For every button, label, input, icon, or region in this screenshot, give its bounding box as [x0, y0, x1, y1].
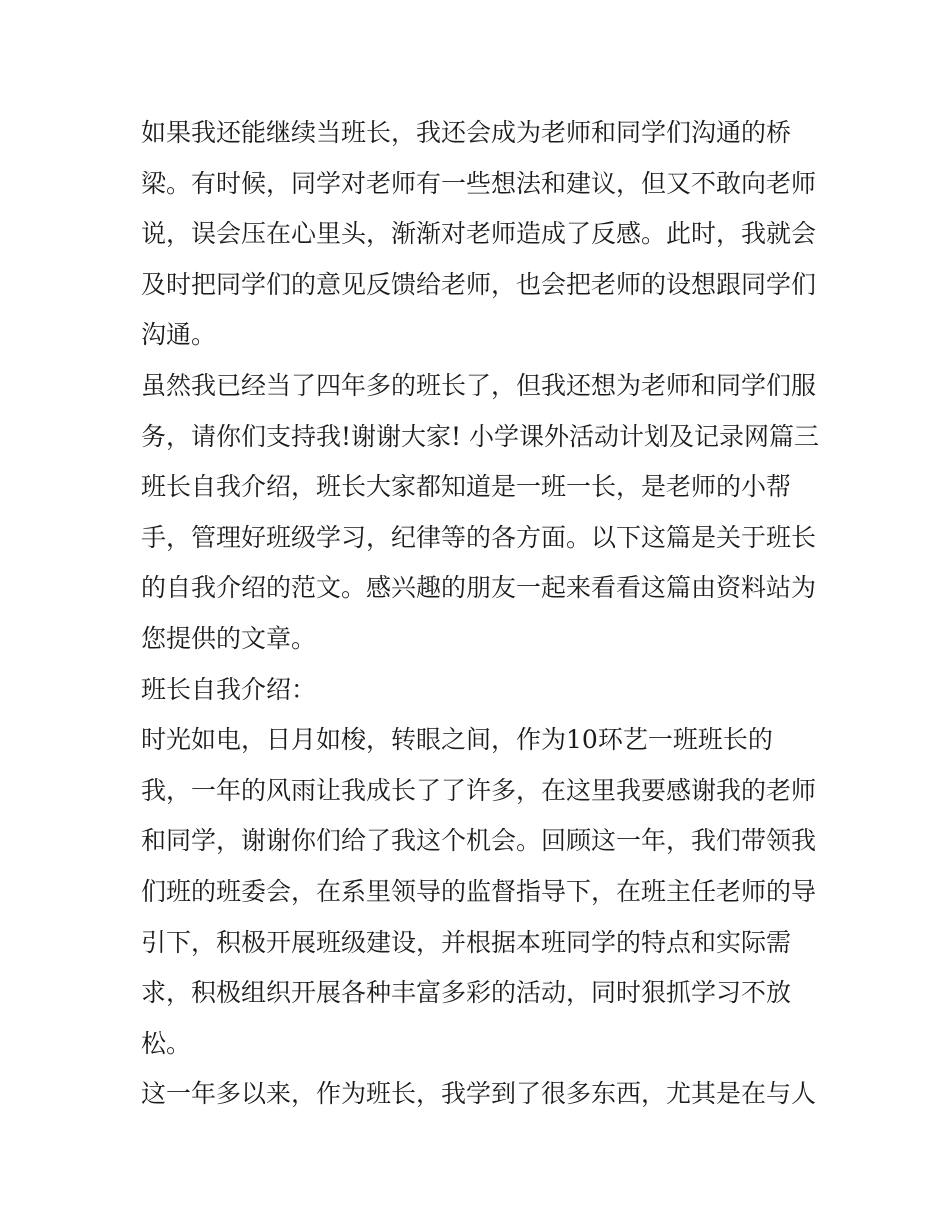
- text-line: 们班的班委会，在系里领导的监督指导下，在班主任老师的导: [141, 876, 817, 906]
- text-line: 梁。有时候，同学对老师有一些想法和建议，但又不敢向老师: [141, 168, 817, 198]
- text-line: 手，管理好班级学习，纪律等的各方面。以下这篇是关于班长: [141, 522, 817, 552]
- text-line: 如果我还能继续当班长，我还会成为老师和同学们沟通的桥: [141, 118, 792, 147]
- section-heading: 班长自我介绍：: [141, 674, 317, 704]
- text-line: 时光如电，日月如梭，转眼之间，作为10环艺一班班长的: [141, 725, 773, 755]
- text-line: 这一年多以来，作为班长，我学到了很多东西，尤其是在与人: [141, 1079, 817, 1109]
- text-line: 引下，积极开展班级建设，并根据本班同学的特点和实际需: [141, 927, 792, 957]
- text-line: 您提供的文章。: [141, 623, 317, 653]
- text-line: 说，误会压在心里头，渐渐对老师造成了反感。此时，我就会: [141, 219, 817, 249]
- text-line: 和同学，谢谢你们给了我这个机会。回顾这一年，我们带领我: [141, 826, 817, 856]
- text-line: 班长自我介绍，班长大家都知道是一班一长，是老师的小帮: [141, 472, 792, 502]
- text-line: 沟通。: [141, 320, 217, 350]
- text-line: 松。: [141, 1028, 192, 1058]
- text-line: 我，一年的风雨让我成长了了许多，在这里我要感谢我的老师: [141, 775, 817, 805]
- text-line: 求，积极组织开展各种丰富多彩的活动，同时狠抓学习不放: [141, 978, 792, 1008]
- document-body: [141, 108, 821, 1120]
- text-line: 的自我介绍的范文。感兴趣的朋友一起来看看这篇由资料站为: [141, 573, 817, 603]
- text-line: 虽然我已经当了四年多的班长了，但我还想为老师和同学们服: [141, 370, 817, 400]
- text-line: 务，请你们支持我!谢谢大家! 小学课外活动计划及记录网篇三: [141, 421, 820, 451]
- text-line: 及时把同学们的意见反馈给老师，也会把老师的设想跟同学们: [141, 269, 817, 299]
